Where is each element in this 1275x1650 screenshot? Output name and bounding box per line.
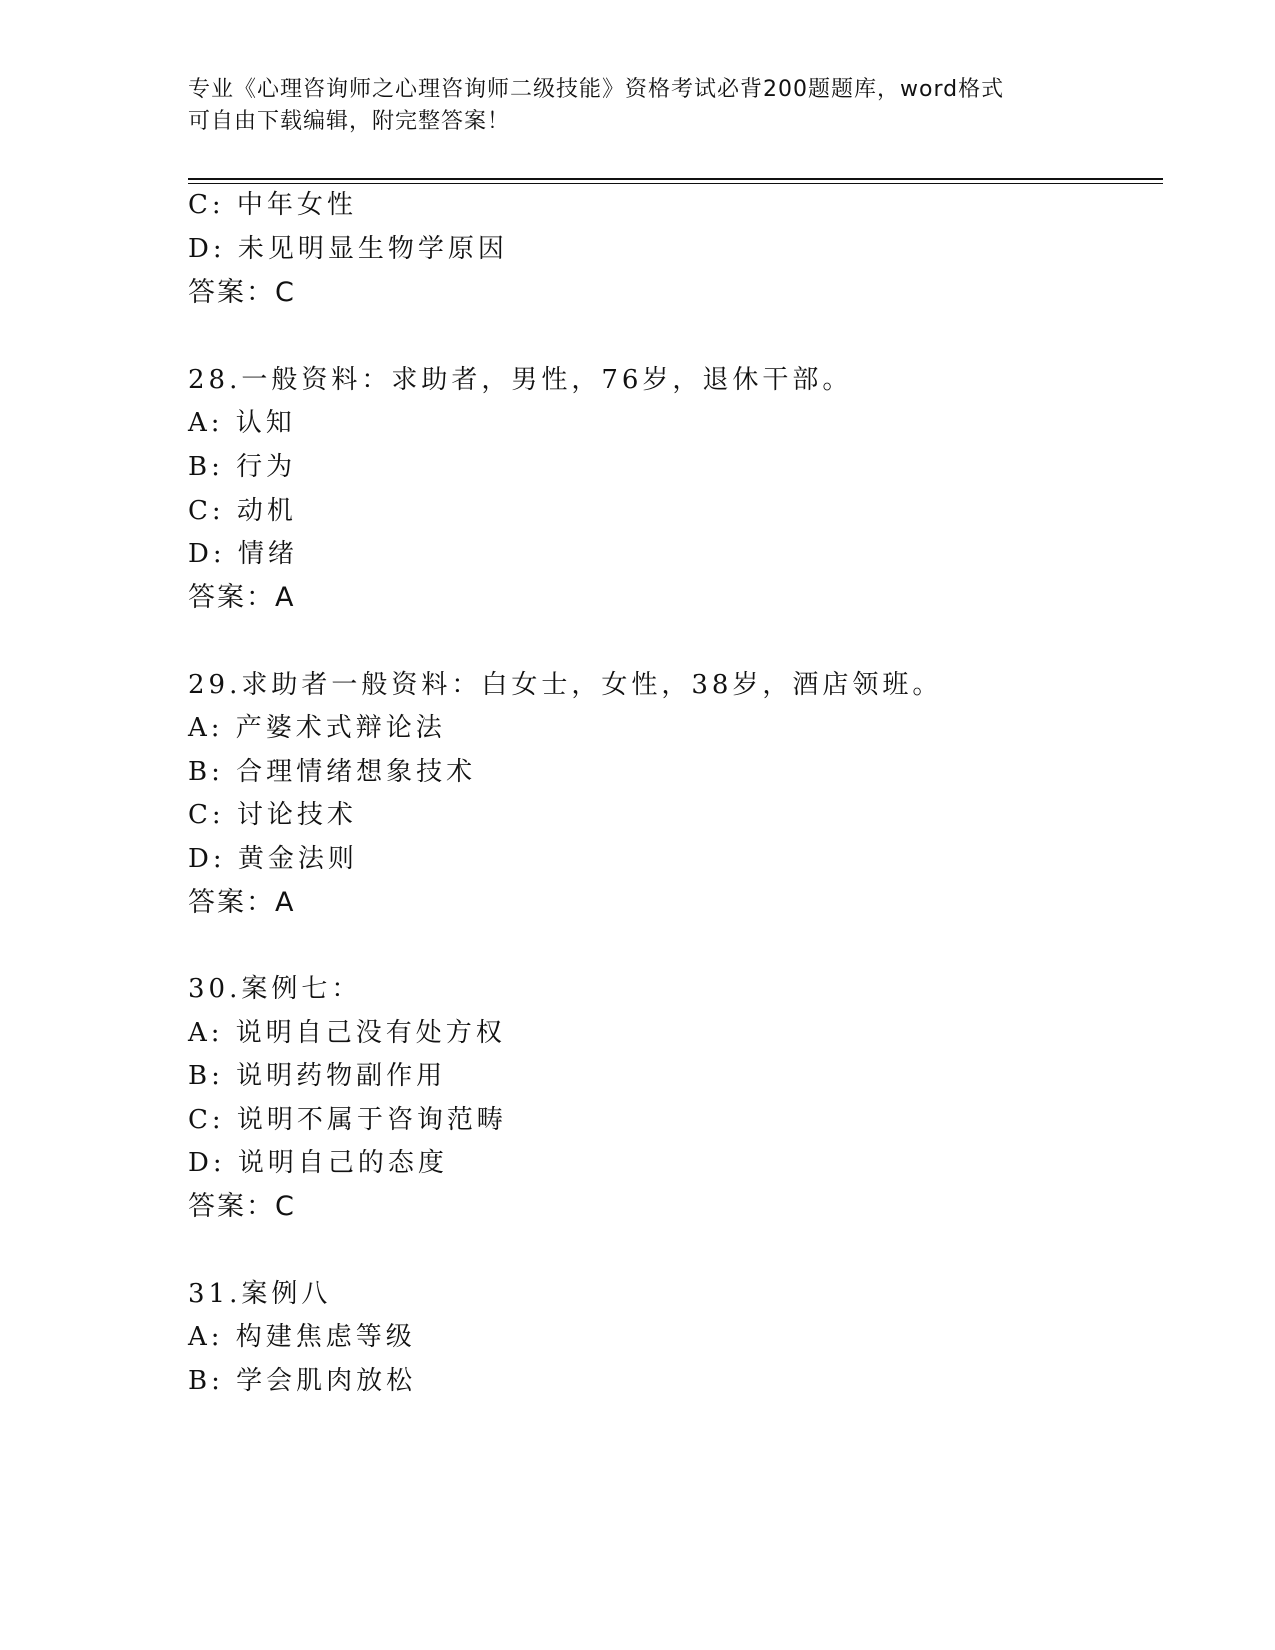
q27-answer: 答案：C [188,277,296,308]
q29-option-b: B: 合理情绪想象技术 [188,757,477,787]
header-title-line2: 可自由下载编辑，附完整答案！ [188,109,511,134]
q30-option-a: A: 说明自己没有处方权 [188,1018,506,1048]
q31-stem: 31.案例八 [188,1279,332,1309]
q30-option-b: B: 说明药物副作用 [188,1061,447,1091]
q29-option-a: A: 产婆术式辩论法 [188,713,446,743]
q29-answer: 答案：A [188,887,296,918]
header-divider-thin [188,183,1163,184]
q28-option-c: C: 动机 [188,496,297,526]
q30-option-d: D: 说明自己的态度 [188,1148,448,1178]
q30-stem: 30.案例七： [188,974,362,1004]
header-divider-thick [188,178,1163,180]
q27-option-d: D: 未见明显生物学原因 [188,234,508,264]
q28-option-d: D: 情绪 [188,539,298,569]
q28-option-b: B: 行为 [188,452,297,482]
q31-option-b: B: 学会肌肉放松 [188,1366,417,1396]
q29-option-c: C: 讨论技术 [188,800,357,830]
q29-option-d: D: 黄金法则 [188,844,358,874]
document-header [188,74,1088,138]
q28-stem: 28.一般资料：求助者，男性，76岁，退休干部。 [188,365,853,395]
q30-answer: 答案：C [188,1191,296,1222]
q30-option-c: C: 说明不属于咨询范畴 [188,1105,507,1135]
q28-option-a: A: 认知 [188,408,296,438]
q27-option-c: C: 中年女性 [188,190,357,220]
q29-stem: 29.求助者一般资料：白女士，女性，38岁，酒店领班。 [188,670,943,700]
header-title-line1: 专业《心理咨询师之心理咨询师二级技能》资格考试必背200题题库，word格式 [188,77,1005,102]
q28-answer: 答案：A [188,582,296,613]
q31-option-a: A: 构建焦虑等级 [188,1322,416,1352]
